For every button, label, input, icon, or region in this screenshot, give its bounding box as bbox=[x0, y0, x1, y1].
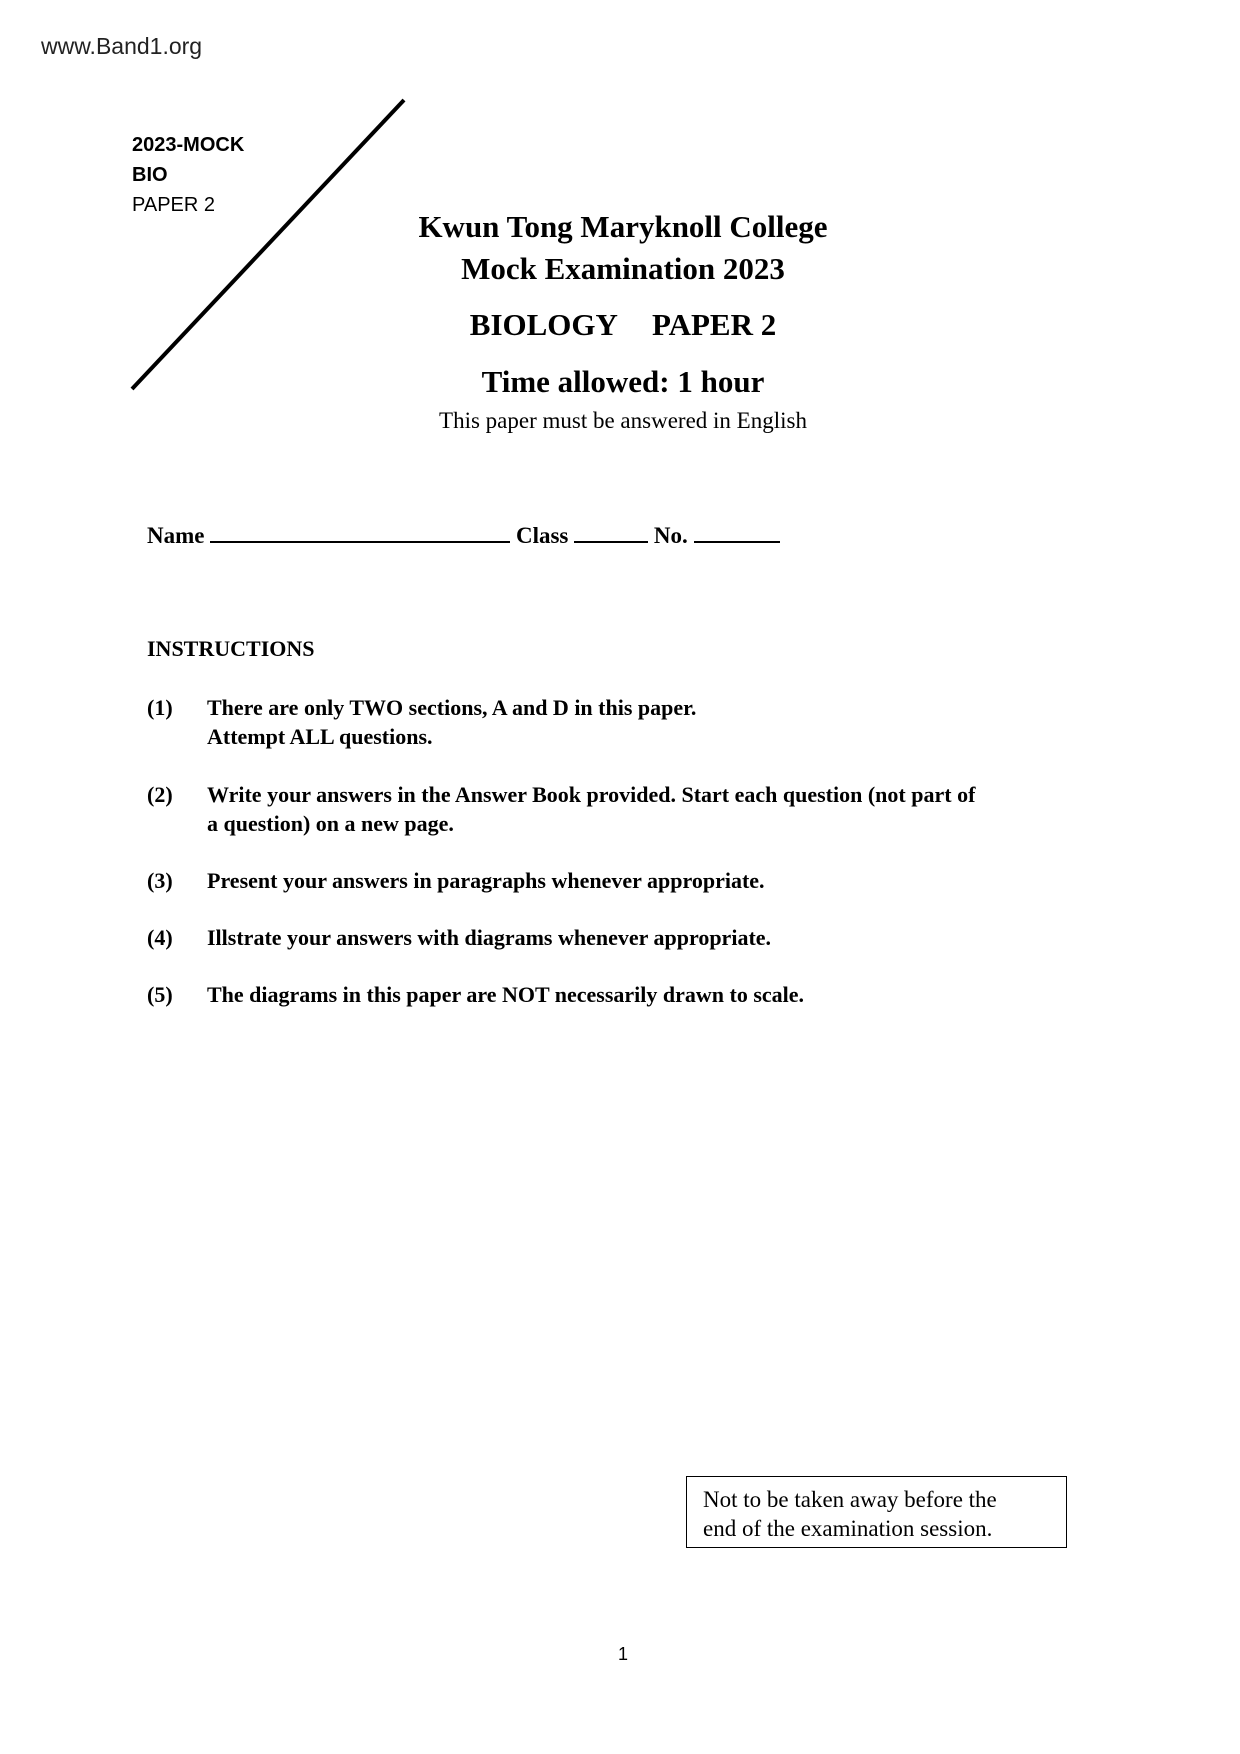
language-note: This paper must be answered in English bbox=[439, 408, 807, 433]
instructions-heading: INSTRUCTIONS bbox=[147, 636, 315, 661]
corner-paper: PAPER 2 bbox=[132, 194, 215, 216]
instruction-number: (4) bbox=[147, 925, 173, 950]
subject: BIOLOGY bbox=[469, 307, 618, 342]
no-label: No. bbox=[653, 523, 688, 548]
exam-name: Mock Examination 2023 bbox=[461, 251, 785, 286]
instruction-text: There are only TWO sections, A and D in this paper. bbox=[207, 695, 697, 720]
instruction-number: (1) bbox=[147, 695, 173, 720]
instruction-text: Illstrate your answers with diagrams whenever appropriate. bbox=[207, 925, 772, 950]
watermark-url: www.Band1.org bbox=[41, 33, 203, 59]
notice-line: end of the examination session. bbox=[703, 1516, 993, 1541]
instruction-item bbox=[207, 780, 1107, 838]
instruction-number: (5) bbox=[147, 982, 173, 1007]
student-info bbox=[147, 521, 780, 549]
page-number: 1 bbox=[617, 1644, 628, 1664]
instruction-text: The diagrams in this paper are NOT necessarily drawn to scale. bbox=[207, 982, 805, 1007]
instruction-text: Present your answers in paragraphs whenever appropriate. bbox=[207, 868, 765, 893]
no-field[interactable] bbox=[694, 521, 780, 543]
instruction-text: a question) on a new page. bbox=[207, 811, 454, 836]
instruction-text: Write your answers in the Answer Book provided. Start each question (not part of bbox=[207, 782, 976, 807]
name-label: Name bbox=[147, 523, 205, 548]
subject-paper bbox=[0, 307, 1240, 343]
class-field[interactable] bbox=[574, 521, 648, 543]
corner-subject: BIO bbox=[132, 164, 168, 186]
instruction-number: (2) bbox=[147, 782, 173, 807]
notice-box bbox=[686, 1476, 1067, 1548]
instruction-number: (3) bbox=[147, 868, 173, 893]
name-field[interactable] bbox=[210, 521, 510, 543]
class-label: Class bbox=[515, 523, 569, 548]
school-name: Kwun Tong Maryknoll College bbox=[418, 209, 828, 244]
corner-year: 2023-MOCK bbox=[132, 134, 245, 156]
paper: PAPER 2 bbox=[651, 307, 777, 342]
time-allowed: Time allowed: 1 hour bbox=[481, 364, 765, 399]
notice-line: Not to be taken away before the bbox=[703, 1487, 997, 1512]
instruction-item bbox=[207, 693, 1107, 751]
instruction-text: Attempt ALL questions. bbox=[207, 724, 433, 749]
